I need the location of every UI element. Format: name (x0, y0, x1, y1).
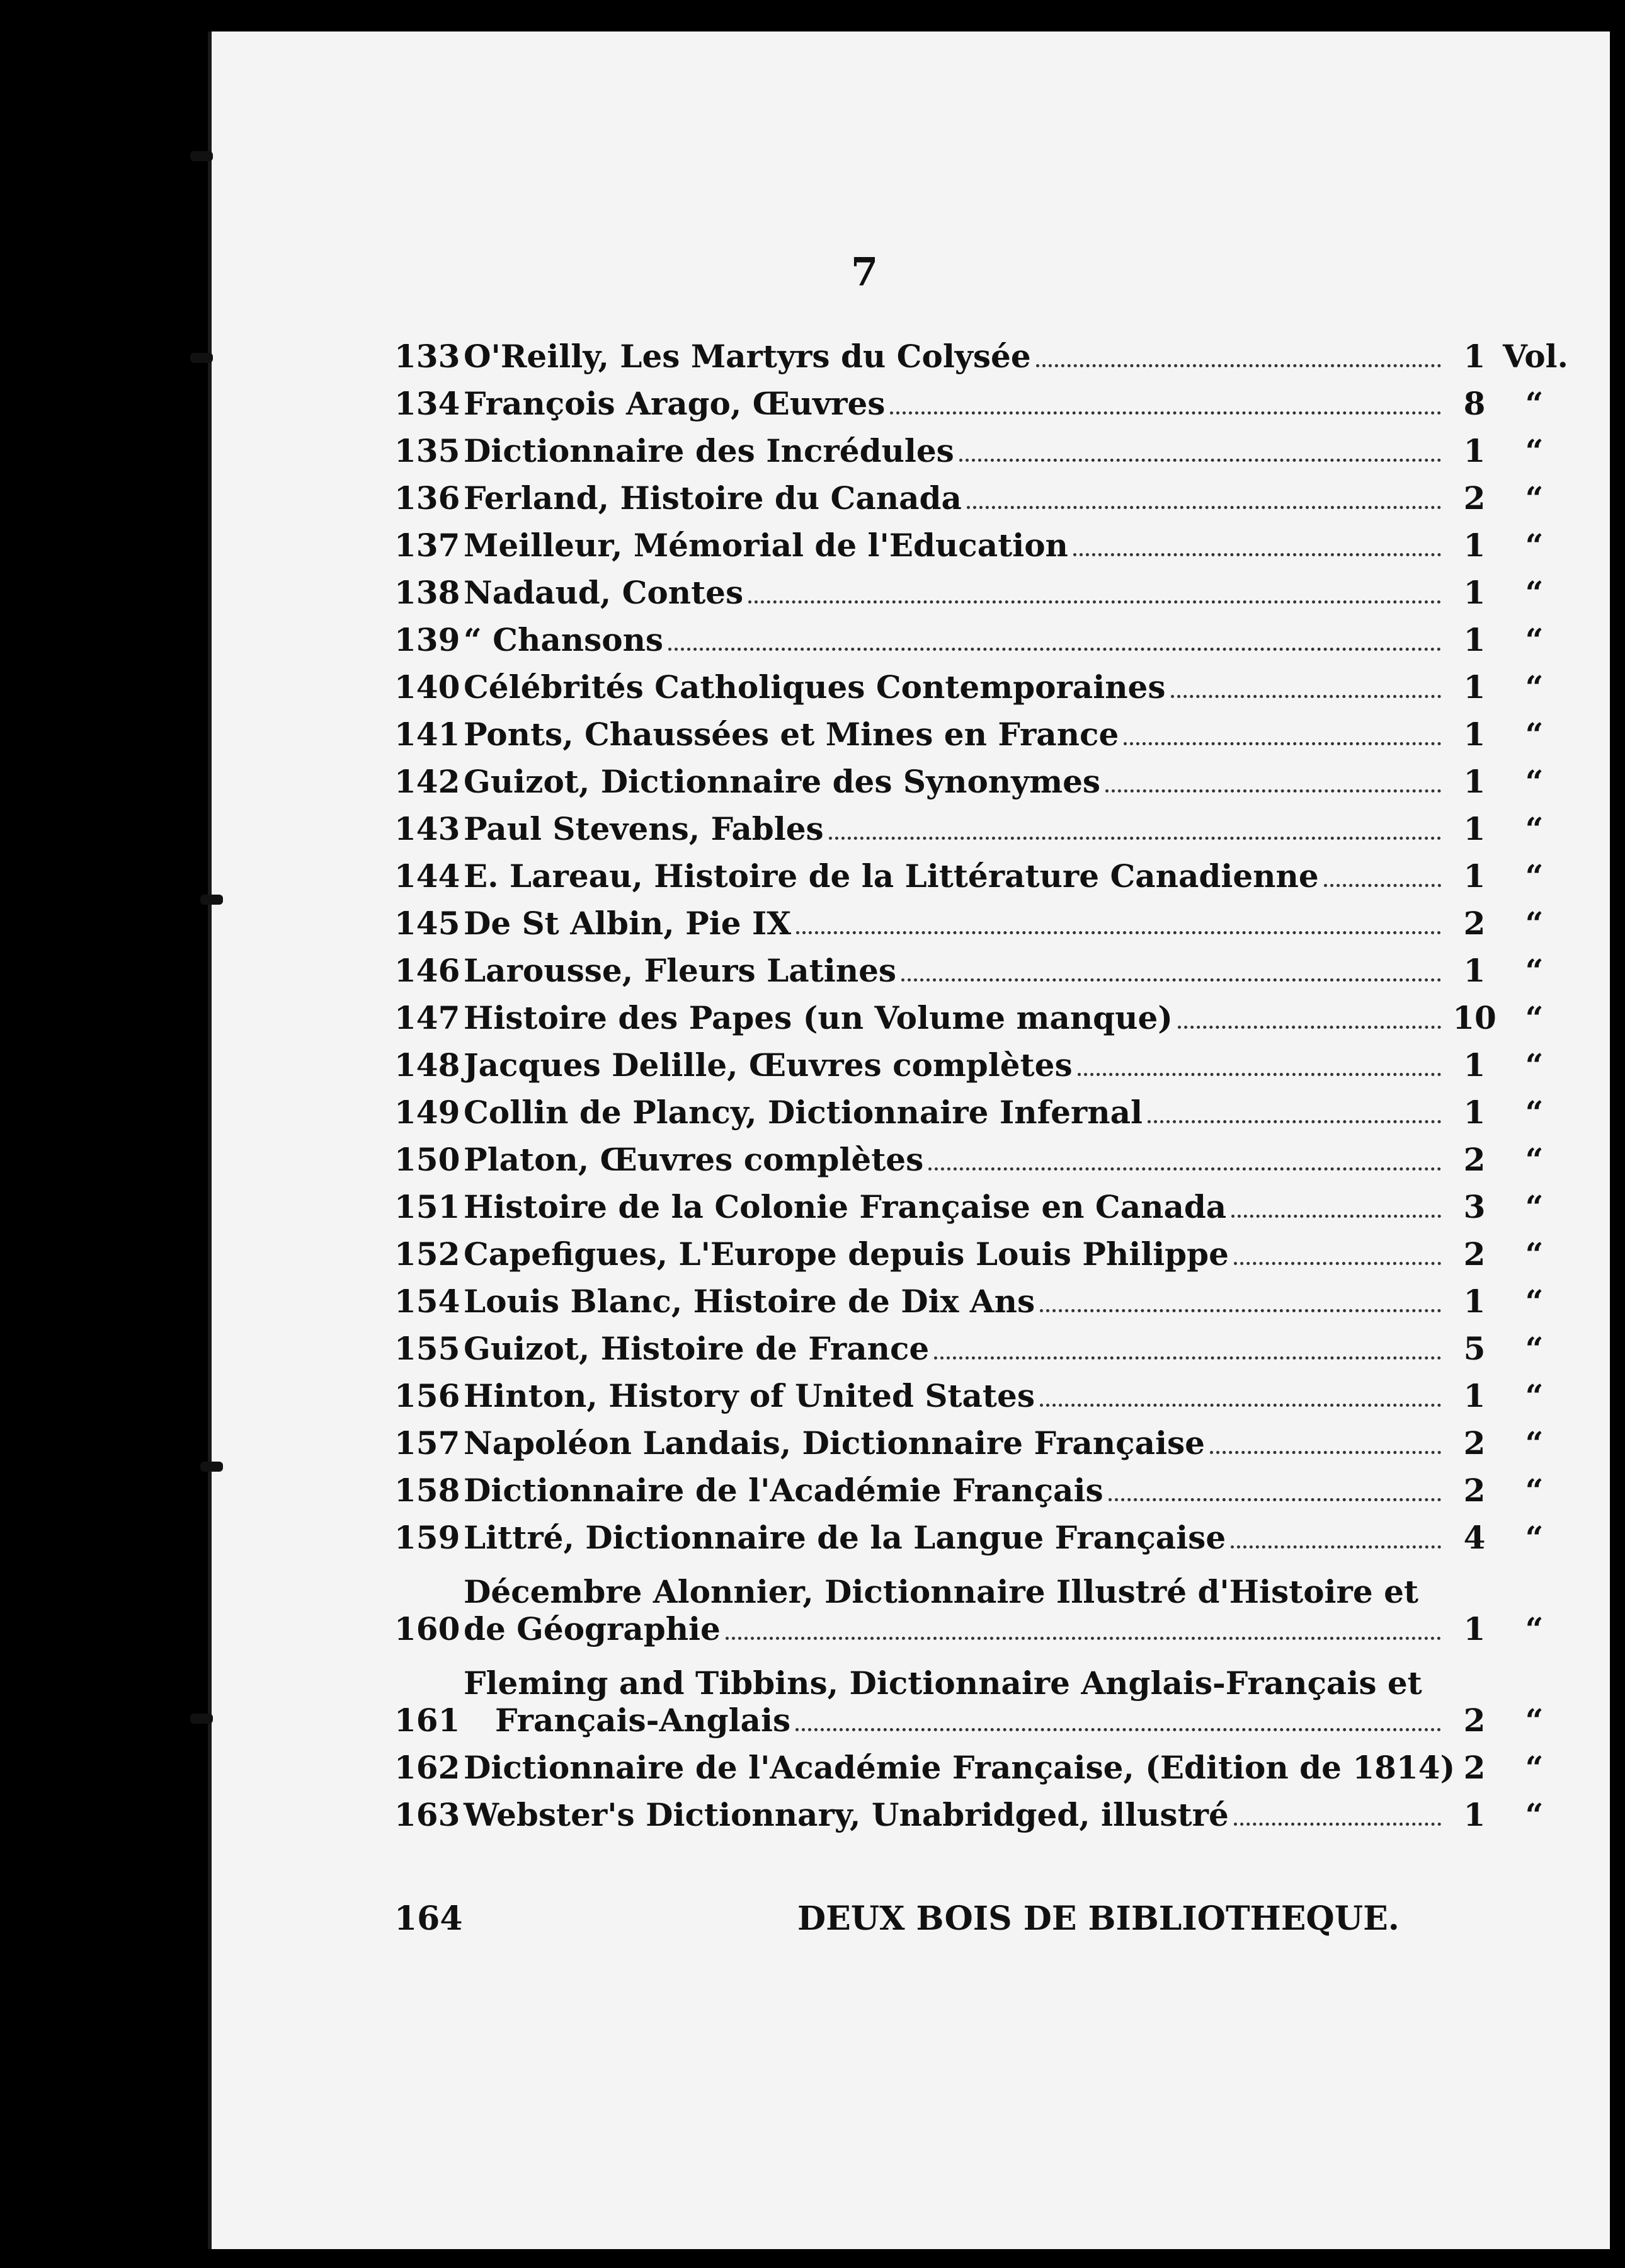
dot-leader (748, 600, 1441, 604)
dot-leader (796, 931, 1441, 934)
entry-title: Larousse, Fleurs Latines (464, 952, 897, 989)
dot-leader (1040, 1309, 1441, 1312)
entry-title-line1: Décembre Alonnier, Dictionnaire Illustré d'Histoire et (464, 1573, 1419, 1610)
dot-leader (1234, 1823, 1441, 1826)
entry-title: Ponts, Chaussées et Mines en France (464, 716, 1119, 753)
entry-unit: “ (1525, 1046, 1544, 1084)
entry-count: 1 (1463, 1094, 1486, 1131)
dot-leader (1124, 742, 1441, 745)
list-item (394, 847, 1566, 895)
list-item (394, 895, 1566, 942)
entry-number: 146 (394, 952, 460, 989)
entry-count: 1 (1463, 574, 1486, 611)
entry-title: Napoléon Landais, Dictionnaire Française (464, 1424, 1205, 1462)
dot-leader (967, 506, 1441, 509)
list-item (394, 800, 1566, 847)
dot-leader (1148, 1120, 1441, 1123)
entry-title: Jacques Delille, Œuvres complètes (464, 1046, 1073, 1084)
dot-leader (928, 1167, 1441, 1171)
entry-count: 2 (1463, 479, 1486, 517)
list-item (394, 706, 1566, 753)
entry-title: “ Chansons (464, 621, 664, 658)
entry-unit: “ (1525, 1141, 1544, 1178)
entry-title: Littré, Dictionnaire de la Langue Française (464, 1519, 1226, 1556)
list-item (394, 517, 1566, 564)
entry-unit: “ (1525, 621, 1544, 658)
page-number: 7 (851, 249, 879, 295)
entry-number: 133 (394, 338, 460, 375)
entry-number: 160 (394, 1610, 460, 1647)
list-item (394, 1556, 1566, 1647)
entry-count: 2 (1463, 1749, 1486, 1786)
entry-count: 1 (1463, 1377, 1486, 1414)
entry-unit: “ (1525, 432, 1544, 469)
list-item (394, 564, 1566, 611)
entry-unit: “ (1525, 999, 1544, 1036)
entry-title: De St Albin, Pie IX (464, 905, 792, 942)
binding-stitch (190, 1714, 213, 1724)
entry-number: 139 (394, 621, 460, 658)
entry-unit: “ (1525, 1283, 1544, 1320)
list-item (394, 1036, 1566, 1084)
list-item (394, 1131, 1566, 1178)
entry-number: 147 (394, 999, 460, 1036)
dot-leader (1171, 695, 1441, 698)
dot-leader (1210, 1451, 1441, 1454)
entry-unit: “ (1525, 1796, 1544, 1833)
entry-number: 137 (394, 527, 460, 564)
entry-title: Guizot, Dictionnaire des Synonymes (464, 763, 1101, 800)
entry-unit: “ (1525, 1330, 1544, 1367)
entry-title: Webster's Dictionnary, Unabridged, illustré (464, 1796, 1229, 1833)
entry-count: 1 (1463, 857, 1486, 895)
dot-leader (1231, 1545, 1441, 1549)
entry-number: 155 (394, 1330, 460, 1367)
entry-unit: “ (1525, 668, 1544, 706)
entry-count: 1 (1463, 952, 1486, 989)
entry-count: 2 (1463, 905, 1486, 942)
entry-title-line1: Fleming and Tibbins, Dictionnaire Anglais-Français et (464, 1664, 1422, 1702)
entry-title: Dictionnaire des Incrédules (464, 432, 954, 469)
entry-count: 2 (1463, 1424, 1486, 1462)
entry-count: 2 (1463, 1702, 1486, 1739)
entry-count: 2 (1463, 1472, 1486, 1509)
binding-stitch (190, 151, 213, 161)
entry-number: 163 (394, 1796, 460, 1833)
entry-title: Platon, Œuvres complètes (464, 1141, 924, 1178)
entry-title: Meilleur, Mémorial de l'Education (464, 527, 1068, 564)
list-item (394, 1739, 1566, 1786)
list-item (394, 1320, 1566, 1367)
document-page (208, 32, 1610, 2249)
entry-number: 158 (394, 1472, 460, 1509)
entry-count: 1 (1463, 1796, 1486, 1833)
dot-leader (1105, 789, 1441, 793)
entry-title: Hinton, History of United States (464, 1377, 1035, 1414)
entry-unit: “ (1525, 385, 1544, 422)
list-item (394, 1786, 1566, 1833)
entry-unit: “ (1525, 1235, 1544, 1273)
list-item (394, 1462, 1566, 1509)
dot-leader (1234, 1262, 1441, 1265)
entry-title: E. Lareau, Histoire de la Littérature Canadienne (464, 857, 1319, 895)
entry-number: 149 (394, 1094, 460, 1131)
entry-unit: “ (1525, 952, 1544, 989)
dot-leader (668, 648, 1441, 651)
dot-leader (890, 411, 1441, 415)
dot-leader (829, 837, 1441, 840)
dot-leader (1073, 553, 1441, 556)
entry-unit: “ (1525, 479, 1544, 517)
entry-count: 2 (1463, 1141, 1486, 1178)
entry-number: 157 (394, 1424, 460, 1462)
entry-unit: “ (1525, 905, 1544, 942)
list-item (394, 1273, 1566, 1320)
dot-leader (959, 459, 1441, 462)
binding-stitch (190, 353, 213, 363)
dot-leader (1040, 1404, 1441, 1407)
entry-title: Histoire de la Colonie Française en Canada (464, 1188, 1227, 1225)
entry-unit: “ (1525, 1472, 1544, 1509)
entry-number: 156 (394, 1377, 460, 1414)
entry-title-line2: de Géographie (464, 1610, 721, 1647)
entry-count: 1 (1463, 621, 1486, 658)
entry-title: Célébrités Catholiques Contemporaines (464, 668, 1166, 706)
list-item (394, 1178, 1566, 1225)
entry-title: Dictionnaire de l'Académie Français (464, 1472, 1103, 1509)
binding-stitch (200, 895, 223, 905)
dot-leader (1109, 1498, 1441, 1501)
entry-number: 148 (394, 1046, 460, 1084)
entry-number: 145 (394, 905, 460, 942)
catalog-list (394, 328, 1566, 1833)
list-item (394, 422, 1566, 469)
entry-count: 4 (1463, 1519, 1486, 1556)
entry-number: 136 (394, 479, 460, 517)
entry-unit: “ (1525, 857, 1544, 895)
list-item (394, 1647, 1566, 1739)
entry-number: 150 (394, 1141, 460, 1178)
entry-unit: “ (1525, 716, 1544, 753)
entry-unit: Vol. (1503, 338, 1568, 375)
entry-unit: “ (1525, 1424, 1544, 1462)
dot-leader (1078, 1073, 1441, 1076)
entry-number: 134 (394, 385, 460, 422)
list-item (394, 328, 1566, 375)
footer-number: 164 (394, 1899, 463, 1938)
entry-number: 141 (394, 716, 460, 753)
entry-unit: “ (1525, 1377, 1544, 1414)
list-item (394, 469, 1566, 517)
entry-count: 1 (1463, 1046, 1486, 1084)
entry-title: Guizot, Histoire de France (464, 1330, 930, 1367)
entry-unit: “ (1525, 527, 1544, 564)
entry-count: 1 (1463, 1610, 1486, 1647)
entry-count: 1 (1463, 527, 1486, 564)
list-item (394, 1414, 1566, 1462)
entry-title-line2: Français-Anglais (495, 1702, 791, 1739)
dot-leader (1178, 1026, 1441, 1029)
list-item (394, 1509, 1566, 1556)
entry-count: 1 (1463, 432, 1486, 469)
entry-count: 3 (1463, 1188, 1486, 1225)
list-item (394, 1367, 1566, 1414)
list-item (394, 375, 1566, 422)
entry-number: 152 (394, 1235, 460, 1273)
entry-title: Capefigues, L'Europe depuis Louis Philippe (464, 1235, 1229, 1273)
entry-title: Ferland, Histoire du Canada (464, 479, 962, 517)
list-item (394, 1084, 1566, 1131)
entry-number: 135 (394, 432, 460, 469)
entry-number: 159 (394, 1519, 460, 1556)
entry-unit: “ (1525, 1702, 1544, 1739)
entry-unit: “ (1525, 1610, 1544, 1647)
entry-number: 144 (394, 857, 460, 895)
list-item (394, 989, 1566, 1036)
entry-count: 1 (1463, 1283, 1486, 1320)
list-item (394, 942, 1566, 989)
entry-count: 1 (1463, 763, 1486, 800)
entry-count: 2 (1463, 1235, 1486, 1273)
entry-count: 1 (1463, 338, 1486, 375)
footer-text: DEUX BOIS DE BIBLIOTHEQUE. (797, 1899, 1400, 1938)
entry-number: 151 (394, 1188, 460, 1225)
entry-number: 154 (394, 1283, 460, 1320)
list-item (394, 753, 1566, 800)
entry-number: 143 (394, 810, 460, 847)
entry-count: 1 (1463, 668, 1486, 706)
entry-count: 8 (1463, 385, 1486, 422)
dot-leader (1036, 364, 1441, 367)
entry-count: 1 (1463, 810, 1486, 847)
entry-number: 162 (394, 1749, 460, 1786)
dot-leader (726, 1637, 1441, 1640)
dot-leader (795, 1728, 1441, 1731)
binding-stitch (200, 1462, 223, 1472)
entry-count: 10 (1452, 999, 1497, 1036)
dot-leader (901, 978, 1441, 982)
entry-title: Dictionnaire de l'Académie Française, (Edition de 1814) (464, 1749, 1456, 1786)
list-item (394, 611, 1566, 658)
list-item (394, 658, 1566, 706)
entry-unit: “ (1525, 810, 1544, 847)
list-item (394, 1225, 1566, 1273)
entry-unit: “ (1525, 1519, 1544, 1556)
entry-number: 140 (394, 668, 460, 706)
entry-number: 161 (394, 1702, 460, 1739)
dot-leader (934, 1356, 1441, 1360)
entry-title: Paul Stevens, Fables (464, 810, 824, 847)
entry-title: Histoire des Papes (un Volume manque) (464, 999, 1173, 1036)
entry-unit: “ (1525, 1749, 1544, 1786)
entry-count: 5 (1463, 1330, 1486, 1367)
dot-leader (1231, 1215, 1441, 1218)
entry-count: 1 (1463, 716, 1486, 753)
entry-number: 142 (394, 763, 460, 800)
entry-title: Nadaud, Contes (464, 574, 744, 611)
entry-title: François Arago, Œuvres (464, 385, 886, 422)
entry-title: Louis Blanc, Histoire de Dix Ans (464, 1283, 1035, 1320)
entry-unit: “ (1525, 763, 1544, 800)
entry-title: Collin de Plancy, Dictionnaire Infernal (464, 1094, 1143, 1131)
entry-unit: “ (1525, 574, 1544, 611)
entry-unit: “ (1525, 1188, 1544, 1225)
entry-title: O'Reilly, Les Martyrs du Colysée (464, 338, 1031, 375)
entry-number: 138 (394, 574, 460, 611)
dot-leader (1324, 884, 1441, 887)
entry-unit: “ (1525, 1094, 1544, 1131)
